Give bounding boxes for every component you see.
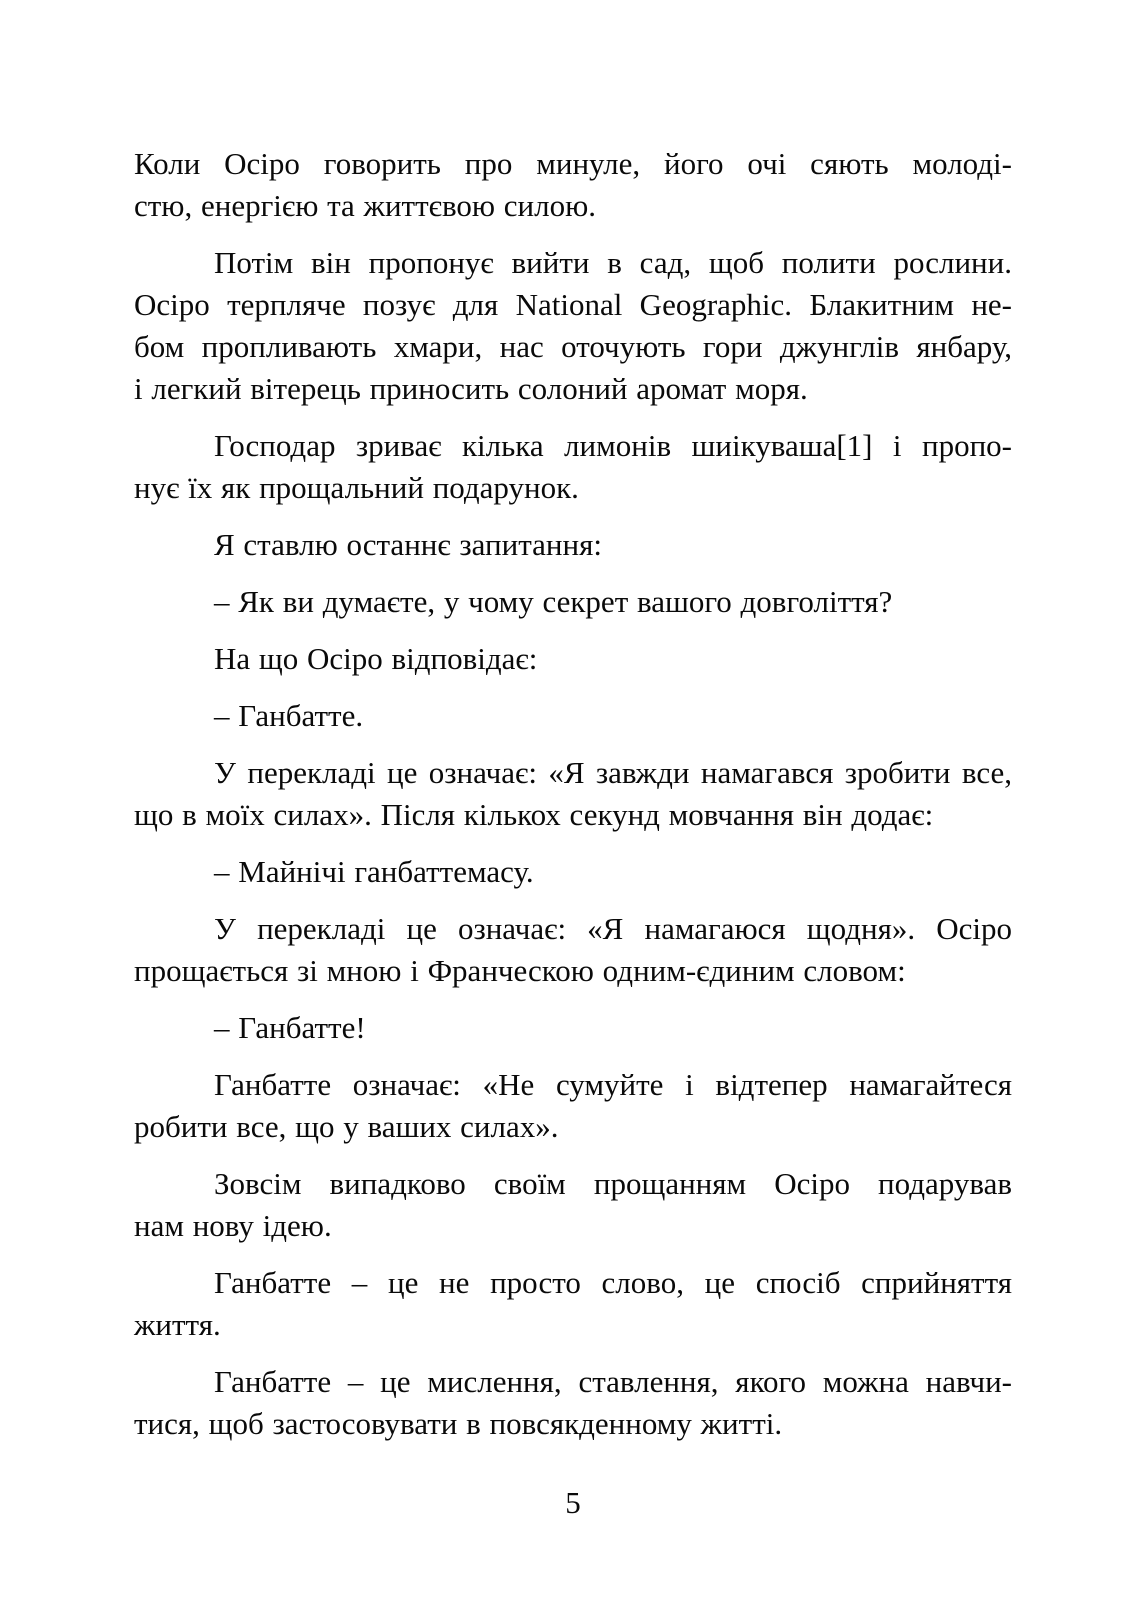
text-line: Потім він пропонує вийти в сад, щоб полити рослини. [214, 245, 1012, 280]
paragraph [134, 1163, 1012, 1247]
paragraph [134, 1361, 1012, 1445]
page-body [134, 143, 1012, 1445]
paragraph [134, 851, 1012, 893]
text-line: і легкий вітерець приносить солоний аромат моря. [134, 371, 808, 406]
text-line: стю, енергією та життєвою силою. [134, 188, 597, 223]
page-number: 5 [565, 1485, 581, 1520]
paragraph [134, 425, 1012, 509]
paragraph [134, 1262, 1012, 1346]
text-line: робити все, що у ваших силах». [134, 1109, 559, 1144]
paragraph [134, 638, 1012, 680]
paragraph [134, 908, 1012, 992]
paragraph [134, 524, 1012, 566]
paragraph [134, 581, 1012, 623]
text-line: бом пропливають хмари, нас оточують гори джунглів янбару, [134, 329, 1012, 364]
text-line: Осіро терпляче позує для National Geographic. Блакитним не- [134, 287, 1012, 322]
text-line: – Ганбатте! [214, 1010, 366, 1045]
text-line: У перекладі це означає: «Я намагаюся щодня». Осіро [214, 911, 1012, 946]
text-line: – Майнічі ганбаттемасу. [214, 854, 534, 889]
text-line: нує їх як прощальний подарунок. [134, 470, 579, 505]
text-line: На що Осіро відповідає: [214, 641, 538, 676]
text-line: Ганбатте – це мислення, ставлення, якого можна навчи- [214, 1364, 1012, 1399]
page-footer [134, 1482, 1012, 1524]
text-line: Господар зриває кілька лимонів шиікуваша[1] і пропо- [214, 428, 1012, 463]
text-line: Ганбатте означає: «Не сумуйте і відтепер намагайтеся [214, 1067, 1012, 1102]
paragraph [134, 752, 1012, 836]
text-line: У перекладі це означає: «Я завжди намагався зробити все, [214, 755, 1012, 790]
text-line: що в моїх силах». Після кількох секунд мовчання він додає: [134, 797, 934, 832]
paragraph [134, 143, 1012, 227]
paragraph [134, 1007, 1012, 1049]
text-line: Ганбатте – це не просто слово, це спосіб сприйняття [214, 1265, 1012, 1300]
text-line: нам нову ідею. [134, 1208, 332, 1243]
text-line: Коли Осіро говорить про минуле, його очі сяють молоді- [134, 146, 1012, 181]
text-line: прощається зі мною і Франческою одним-єдиним словом: [134, 953, 906, 988]
text-line: тися, щоб застосовувати в повсякденному житті. [134, 1406, 783, 1441]
text-line: життя. [134, 1307, 221, 1342]
text-line: – Ганбатте. [214, 698, 364, 733]
text-line: – Як ви думаєте, у чому секрет вашого довголіття? [214, 584, 893, 619]
text-line: Зовсім випадково своїм прощанням Осіро подарував [214, 1166, 1012, 1201]
paragraph [134, 1064, 1012, 1148]
paragraph [134, 695, 1012, 737]
text-line: Я ставлю останнє запитання: [214, 527, 602, 562]
paragraph [134, 242, 1012, 410]
